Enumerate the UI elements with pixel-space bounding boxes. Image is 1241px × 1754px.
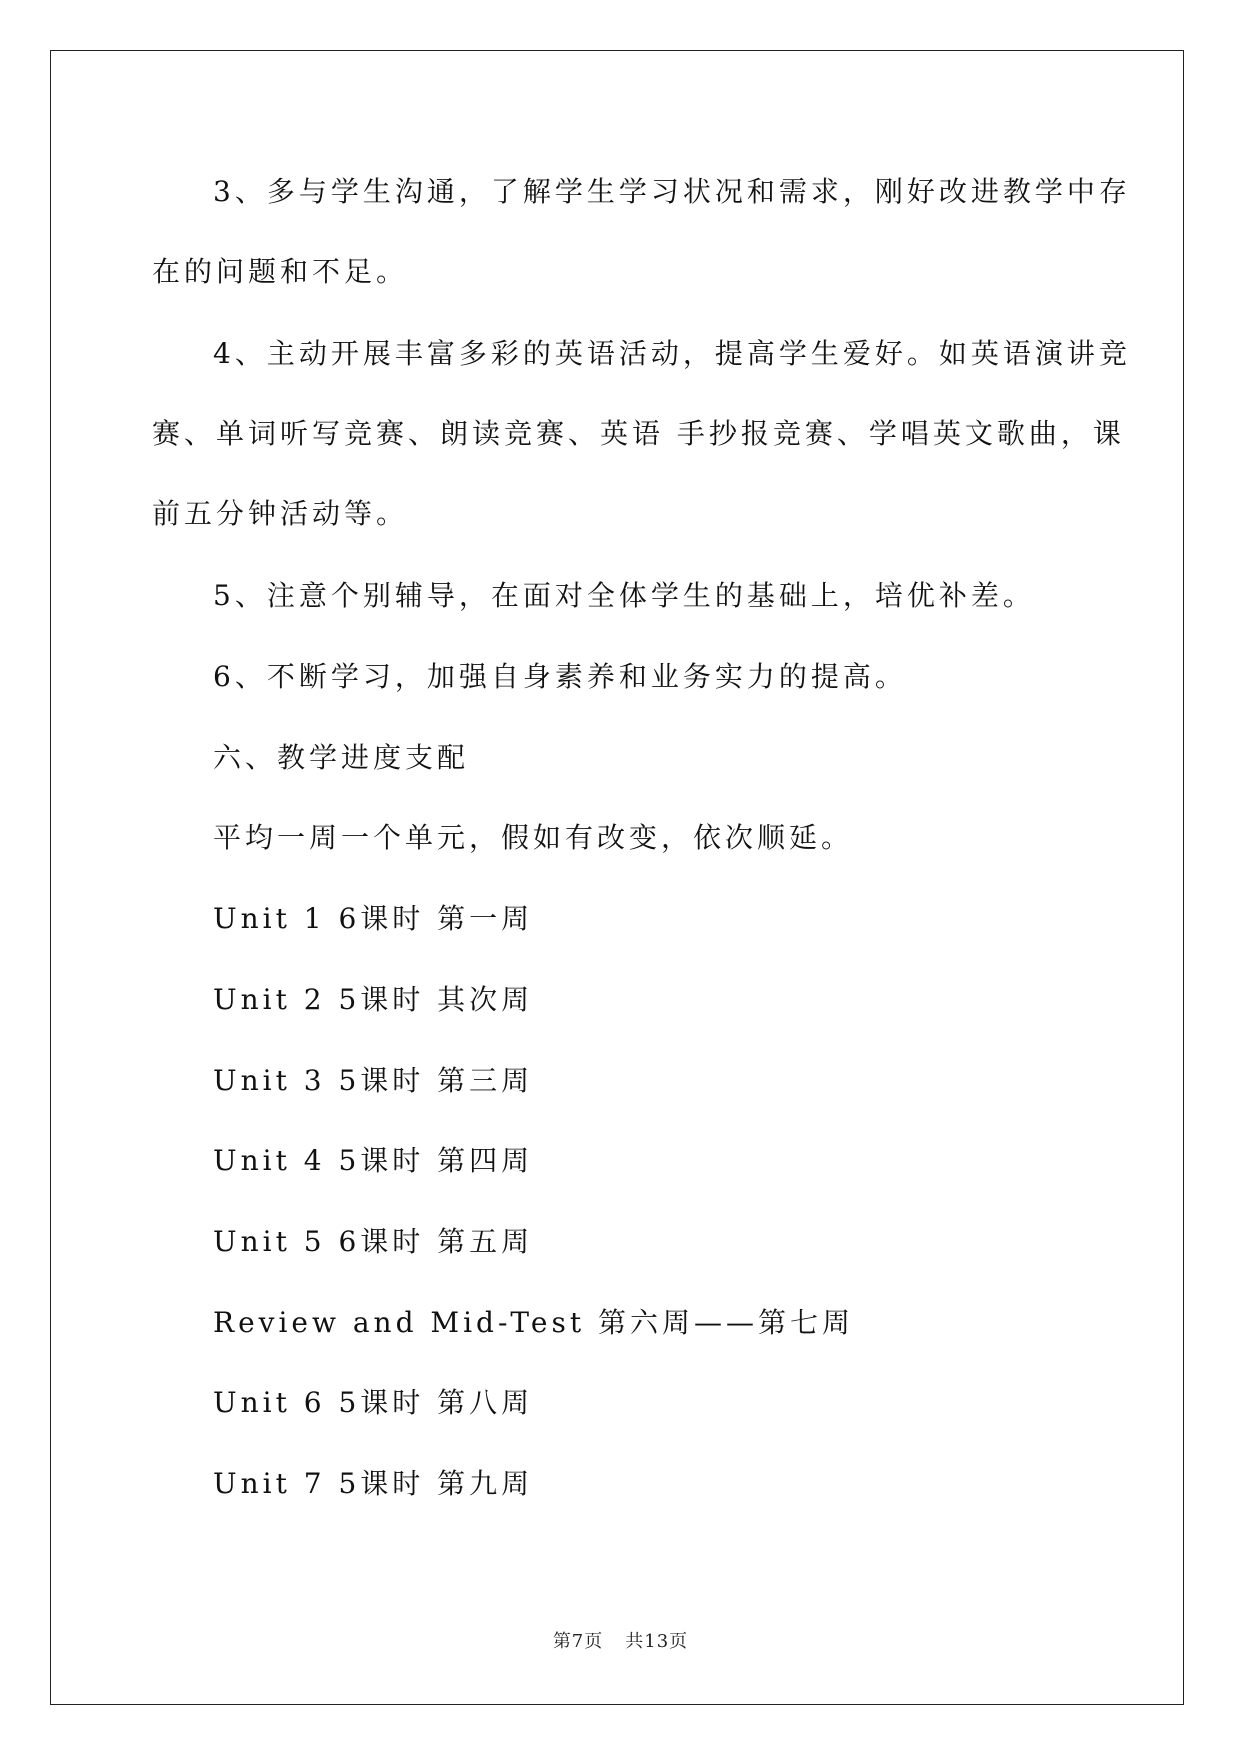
- paragraph-4-line-1: 4、主动开展丰富多彩的英语活动，提高学生爱好。如英语演讲竞: [213, 337, 1131, 370]
- paragraph-3-line-1: 3、多与学生沟通，了解学生学习状况和需求，刚好改进教学中存: [213, 175, 1131, 208]
- section-heading: 六、教学进度支配: [213, 741, 470, 774]
- page-border: [50, 50, 1184, 1705]
- schedule-item: Unit 1 6课时 第一周: [213, 902, 534, 935]
- schedule-item: Unit 7 5课时 第九周: [213, 1467, 534, 1500]
- schedule-item: Unit 2 5课时 其次周: [213, 983, 534, 1016]
- schedule-item: Unit 3 5课时 第三周: [213, 1064, 534, 1097]
- schedule-item: Review and Mid-Test 第六周——第七周: [213, 1306, 855, 1339]
- paragraph-6: 6、不断学习，加强自身素养和业务实力的提高。: [213, 660, 907, 693]
- paragraph-4-line-2: 赛、单词听写竞赛、朗读竞赛、英语 手抄报竞赛、学唱英文歌曲，课: [152, 417, 1125, 450]
- page-total: 共13页: [625, 1631, 689, 1652]
- page-footer: [0, 1627, 1241, 1653]
- schedule-item: Unit 6 5课时 第八周: [213, 1386, 534, 1419]
- page-number: 第7页: [552, 1631, 604, 1652]
- paragraph-3-line-2: 在的问题和不足。: [152, 255, 409, 288]
- schedule-item: Unit 4 5课时 第四周: [213, 1144, 534, 1177]
- paragraph-5: 5、注意个别辅导，在面对全体学生的基础上，培优补差。: [213, 579, 1035, 612]
- schedule-note: 平均一周一个单元，假如有改变，依次顺延。: [213, 821, 854, 854]
- schedule-item: Unit 5 6课时 第五周: [213, 1225, 534, 1258]
- paragraph-4-line-3: 前五分钟活动等。: [152, 497, 409, 530]
